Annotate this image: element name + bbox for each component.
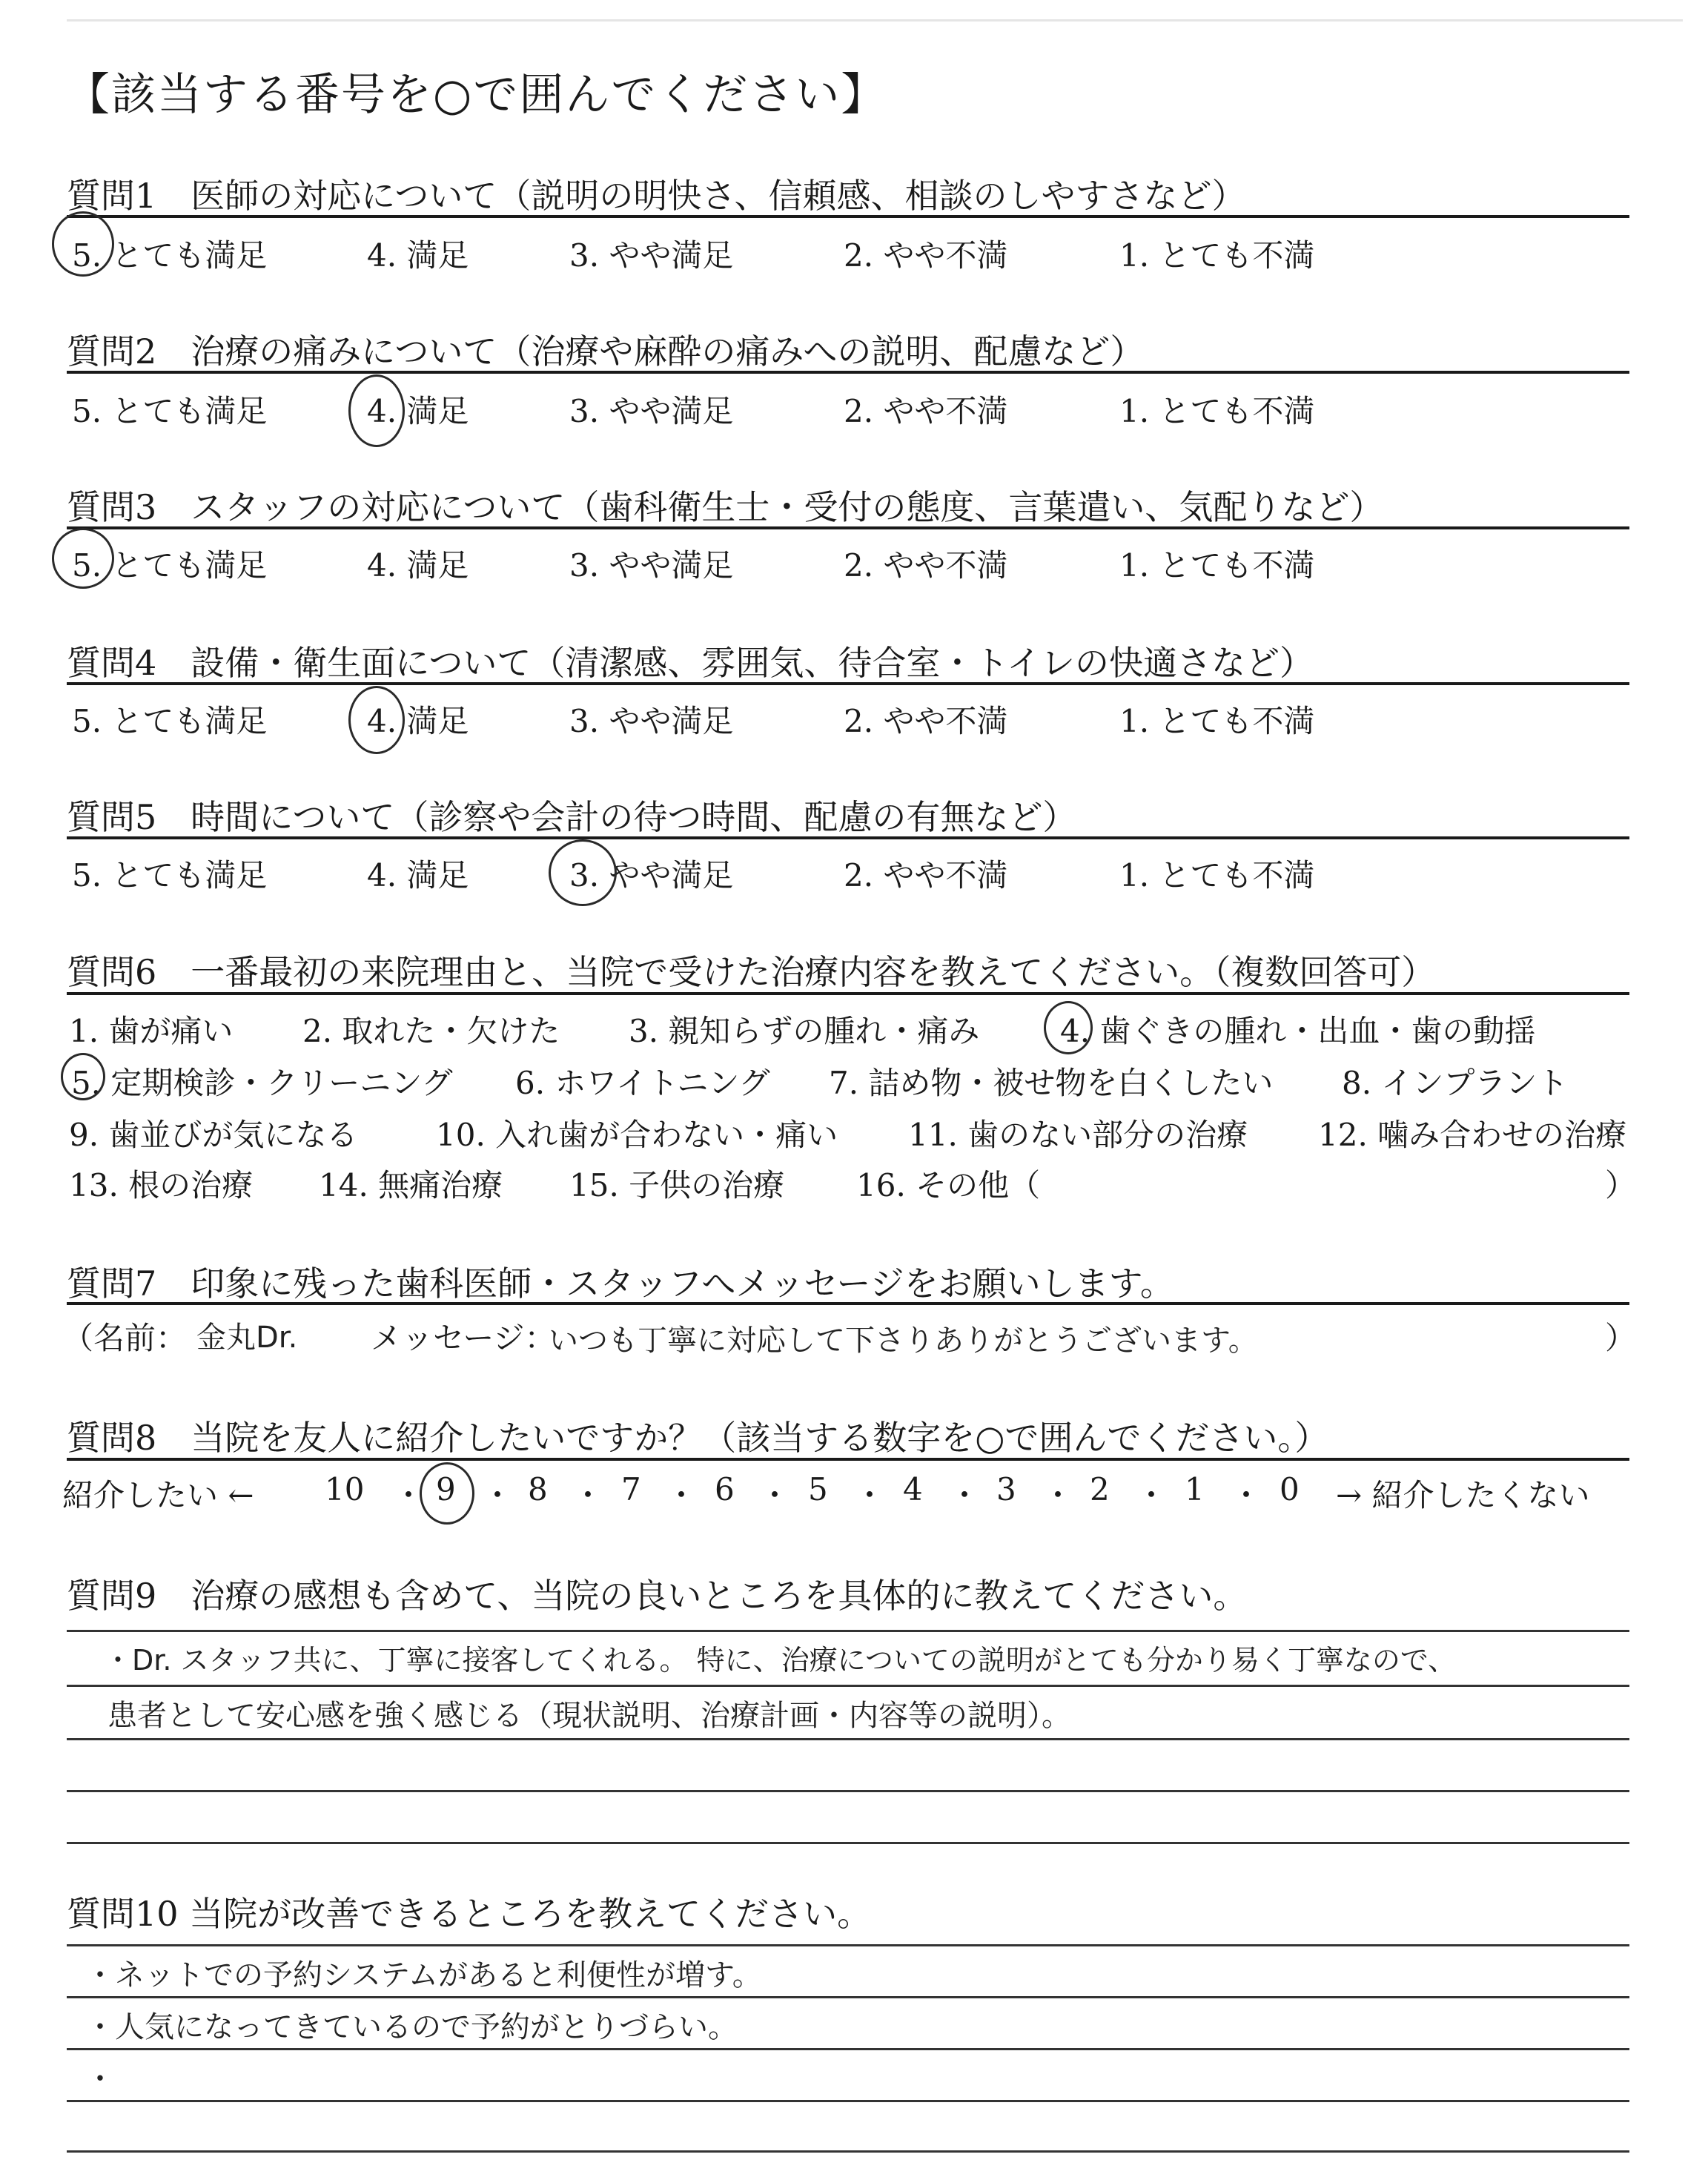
q8-scale-7[interactable]: 7: [621, 1471, 641, 1507]
q7-name-value[interactable]: 金丸Dr.: [196, 1321, 298, 1355]
top-edge-line: [67, 19, 1683, 22]
q10-answer-line-1[interactable]: ・ネットでの予約システムがあると利便性が増す。: [85, 1958, 762, 1992]
q6-selection-circle-4: [1044, 1001, 1093, 1054]
q6-option-15[interactable]: 15. 子供の治療: [569, 1167, 785, 1203]
q8-scale-4[interactable]: 4: [903, 1471, 923, 1507]
q8-scale-6[interactable]: 6: [715, 1471, 735, 1507]
q2-option-4[interactable]: 4. 満足: [367, 393, 469, 429]
q2-option-3[interactable]: 3. やや満足: [569, 393, 734, 429]
q3-option-3[interactable]: 3. やや満足: [569, 547, 734, 584]
q6-option-2[interactable]: 2. 取れた・欠けた: [302, 1013, 560, 1049]
q6-option-14[interactable]: 14. 無痛治療: [319, 1167, 503, 1203]
q2-selection-circle: [348, 374, 405, 447]
q10-line-2: [67, 1996, 1629, 1998]
q3-option-2[interactable]: 2. やや不満: [844, 547, 1008, 584]
question-6-rule: [67, 992, 1629, 995]
q8-dot: ・: [572, 1477, 604, 1513]
q10-answer-line-3[interactable]: ・: [85, 2062, 115, 2096]
q10-line-5: [67, 2150, 1629, 2153]
question-10-heading: 質問10 当院が改善できるところを教えてください。: [67, 1894, 872, 1934]
q6-option-5[interactable]: 5. 定期検診・クリーニング: [71, 1065, 453, 1101]
q8-scale-5[interactable]: 5: [808, 1471, 828, 1507]
q2-option-5[interactable]: 5. とても満足: [72, 393, 268, 429]
q8-dot: ・: [759, 1477, 791, 1513]
question-4-rule: [67, 682, 1629, 685]
q5-option-3[interactable]: 3. やや満足: [569, 857, 734, 894]
question-2-rule: [67, 371, 1629, 374]
q2-option-1[interactable]: 1. とても不満: [1119, 393, 1315, 429]
question-3-heading: 質問3 スタッフの対応について（歯科衛生士・受付の態度、言葉遣い、気配りなど）: [67, 487, 1384, 527]
q7-message-label: メッセージ：: [371, 1320, 556, 1356]
q10-line-3: [67, 2048, 1629, 2050]
q5-option-5[interactable]: 5. とても満足: [72, 857, 268, 894]
q8-scale-8[interactable]: 8: [528, 1471, 548, 1507]
q8-right-label: → 紹介したくない: [1336, 1477, 1590, 1513]
q8-scale-9[interactable]: 9: [436, 1471, 456, 1507]
q5-selection-circle: [549, 839, 617, 906]
q3-option-4[interactable]: 4. 満足: [367, 547, 469, 584]
q8-dot: ・: [1042, 1477, 1074, 1513]
q7-name-label: （名前：: [62, 1320, 188, 1356]
question-9-heading: 質問9 治療の感想も含めて、当院の良いところを具体的に教えてください。: [67, 1576, 1248, 1616]
q9-line-3: [67, 1738, 1629, 1740]
q4-option-2[interactable]: 2. やや不満: [844, 703, 1008, 739]
q4-option-5[interactable]: 5. とても満足: [72, 703, 268, 739]
q1-option-2[interactable]: 2. やや不満: [844, 237, 1008, 274]
q8-dot: ・: [666, 1477, 698, 1513]
q8-dot: ・: [393, 1477, 425, 1513]
q9-line-4: [67, 1790, 1629, 1792]
q10-line-1: [67, 1944, 1629, 1946]
q2-option-2[interactable]: 2. やや不満: [844, 393, 1008, 429]
question-1-rule: [67, 215, 1629, 218]
q10-line-4: [67, 2100, 1629, 2102]
q1-option-1[interactable]: 1. とても不満: [1119, 237, 1315, 274]
q9-line-2: [67, 1685, 1629, 1687]
question-7-rule: [67, 1302, 1629, 1305]
q8-scale-2[interactable]: 2: [1090, 1471, 1110, 1507]
q6-option-9[interactable]: 9. 歯並びが気になる: [69, 1117, 358, 1153]
q8-selection-circle: [420, 1462, 474, 1525]
page-title: 【該当する番号を○で囲んでください】: [65, 69, 887, 121]
q4-option-4[interactable]: 4. 満足: [367, 703, 469, 739]
question-3-rule: [67, 526, 1629, 529]
q9-answer-line-2[interactable]: 患者として安心感を強く感じる（現状説明、治療計画・内容等の説明）。: [107, 1699, 1071, 1733]
q8-left-label: 紹介したい ←: [62, 1477, 254, 1513]
q9-answer-line-1[interactable]: ・Dr. スタッフ共に、丁寧に接客してくれる。 特に、治療についての説明がとても分かり易く丁寧なので、: [104, 1644, 1457, 1677]
q6-option-16[interactable]: 16. その他（: [856, 1167, 1041, 1203]
q6-option-7[interactable]: 7. 詰め物・被せ物を白くしたい: [829, 1065, 1274, 1101]
q6-option-8[interactable]: 8. インプラント: [1342, 1065, 1569, 1101]
question-2-heading: 質問2 治療の痛みについて（治療や麻酔の痛みへの説明、配慮など）: [67, 331, 1145, 371]
question-1-heading: 質問1 医師の対応について（説明の明快さ、信頼感、相談のしやすさなど）: [67, 176, 1246, 216]
q6-option-11[interactable]: 11. 歯のない部分の治療: [908, 1117, 1248, 1153]
q3-option-1[interactable]: 1. とても不満: [1119, 547, 1315, 584]
question-5-rule: [67, 836, 1629, 839]
q10-answer-line-2[interactable]: ・人気になってきているので予約がとりづらい。: [85, 2010, 738, 2044]
q6-option-13[interactable]: 13. 根の治療: [69, 1167, 254, 1203]
q5-option-4[interactable]: 4. 満足: [367, 857, 469, 894]
q7-message-value[interactable]: いつも丁寧に対応して下さりありがとうございます。: [549, 1324, 1258, 1358]
q8-dot: ・: [482, 1477, 514, 1513]
question-8-heading: 質問8 当院を友人に紹介したいですか？（該当する数字を○で囲んでください。）: [67, 1418, 1329, 1458]
q6-option-1[interactable]: 1. 歯が痛い: [69, 1013, 234, 1049]
q9-line-1: [67, 1630, 1629, 1632]
q8-dot: ・: [854, 1477, 886, 1513]
q6-option-12[interactable]: 12. 噛み合わせの治療: [1318, 1117, 1627, 1153]
q5-option-2[interactable]: 2. やや不満: [844, 857, 1008, 894]
q4-option-1[interactable]: 1. とても不満: [1119, 703, 1315, 739]
question-4-heading: 質問4 設備・衛生面について（清潔感、雰囲気、待合室・トイレの快適さなど）: [67, 643, 1314, 683]
q3-selection-circle: [52, 528, 114, 589]
q9-line-5: [67, 1842, 1629, 1844]
question-6-heading: 質問6 一番最初の来院理由と、当院で受けた治療内容を教えてください。（複数回答可）: [67, 952, 1436, 992]
q8-dot: ・: [1136, 1477, 1168, 1513]
q6-option-10[interactable]: 10. 入れ歯が合わない・痛い: [436, 1117, 838, 1153]
q1-option-4[interactable]: 4. 満足: [367, 237, 469, 274]
q8-scale-1[interactable]: 1: [1185, 1471, 1205, 1507]
q8-scale-10[interactable]: 10: [325, 1471, 365, 1507]
q3-option-5[interactable]: 5. とても満足: [72, 547, 268, 584]
q6-option-3[interactable]: 3. 親知らずの腫れ・痛み: [629, 1013, 980, 1049]
q4-option-3[interactable]: 3. やや満足: [569, 703, 734, 739]
q1-option-5[interactable]: 5. とても満足: [72, 237, 268, 274]
q7-close: ）: [1605, 1320, 1637, 1356]
q6-option-4[interactable]: 4. 歯ぐきの腫れ・出血・歯の動揺: [1060, 1013, 1536, 1049]
question-8-rule: [67, 1458, 1629, 1461]
q6-selection-circle-5: [61, 1053, 105, 1100]
question-5-heading: 質問5 時間について（診察や会計の待つ時間、配慮の有無など）: [67, 797, 1077, 837]
q5-option-1[interactable]: 1. とても不満: [1119, 857, 1315, 894]
q1-option-3[interactable]: 3. やや満足: [569, 237, 734, 274]
q6-other-close: ）: [1605, 1167, 1637, 1203]
q8-dot: ・: [1231, 1477, 1262, 1513]
q6-option-6[interactable]: 6. ホワイトニング: [515, 1065, 770, 1101]
q8-scale-0[interactable]: 0: [1280, 1471, 1300, 1507]
q4-selection-circle: [348, 686, 405, 754]
q8-scale-3[interactable]: 3: [996, 1471, 1016, 1507]
q1-selection-circle: [52, 211, 114, 277]
question-7-heading: 質問7 印象に残った歯科医師・スタッフへメッセージをお願いします。: [67, 1264, 1174, 1304]
q8-dot: ・: [949, 1477, 981, 1513]
